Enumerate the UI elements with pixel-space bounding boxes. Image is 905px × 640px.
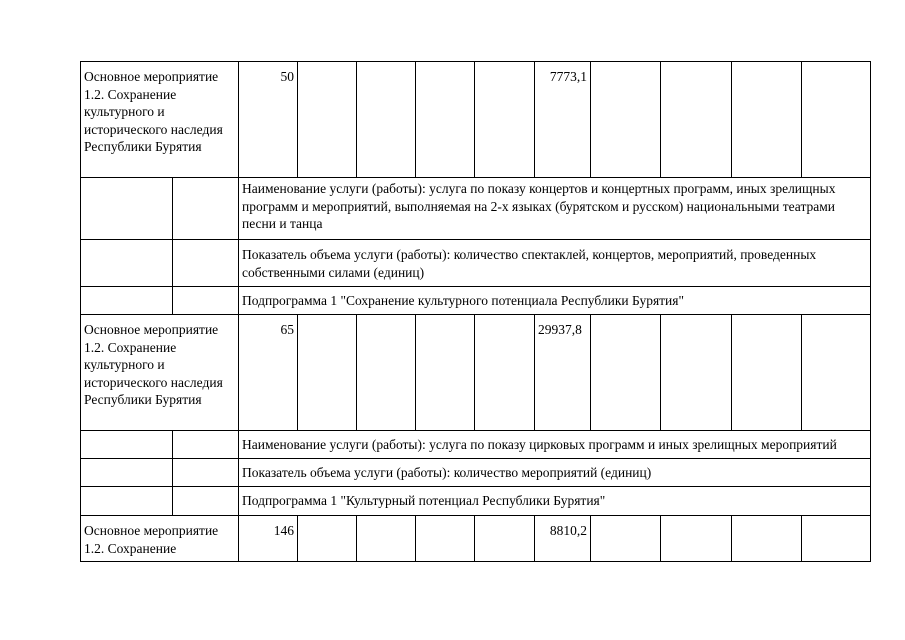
empty-cell bbox=[661, 62, 732, 178]
service-name: Наименование услуги (работы): услуга по показу концертов и концертных программ, иных зрелищных программ и мероприятий, выполняемая на 2-х языках (бурятском и русском) национальными театрами песни и танца bbox=[239, 178, 871, 240]
empty-cell bbox=[357, 62, 416, 178]
empty-cell bbox=[661, 315, 732, 431]
empty-cell bbox=[416, 315, 475, 431]
activity-row bbox=[81, 62, 871, 178]
empty-cell bbox=[661, 516, 732, 562]
amount-cell: 8810,2 bbox=[535, 516, 591, 562]
value-cell: 146 bbox=[239, 516, 298, 562]
empty-cell bbox=[732, 516, 802, 562]
service-row bbox=[81, 178, 871, 240]
empty-cell bbox=[357, 516, 416, 562]
activity-row bbox=[81, 315, 871, 431]
empty-cell bbox=[81, 287, 173, 315]
empty-cell bbox=[416, 62, 475, 178]
subprogram-title: Подпрограмма 1 "Культурный потенциал Республики Бурятия" bbox=[239, 487, 871, 516]
empty-cell bbox=[591, 62, 661, 178]
empty-cell bbox=[802, 315, 871, 431]
empty-cell bbox=[298, 516, 357, 562]
empty-cell bbox=[802, 62, 871, 178]
empty-cell bbox=[475, 516, 535, 562]
empty-cell bbox=[591, 516, 661, 562]
empty-cell bbox=[172, 287, 238, 315]
activity-name: Основное мероприятие 1.2. Сохранение культурного и исторического наследия Республики Бурятия bbox=[81, 315, 239, 431]
value-cell: 65 bbox=[239, 315, 298, 431]
indicator-row bbox=[81, 459, 871, 487]
empty-cell bbox=[81, 487, 173, 516]
amount-cell: 29937,8 bbox=[535, 315, 591, 431]
empty-cell bbox=[172, 178, 238, 240]
subprogram-title: Подпрограмма 1 "Сохранение культурного потенциала Республики Бурятия" bbox=[239, 287, 871, 315]
empty-cell bbox=[81, 178, 173, 240]
empty-cell bbox=[732, 62, 802, 178]
value-cell: 50 bbox=[239, 62, 298, 178]
activity-name: Основное мероприятие 1.2. Сохранение культурного и исторического наследия Республики Бурятия bbox=[81, 62, 239, 178]
empty-cell bbox=[357, 315, 416, 431]
budget-table bbox=[80, 61, 871, 562]
indicator-row bbox=[81, 240, 871, 287]
subprogram-row bbox=[81, 487, 871, 516]
empty-cell bbox=[591, 315, 661, 431]
volume-indicator: Показатель объема услуги (работы): количество спектаклей, концертов, мероприятий, проведенных собственными силами (единиц) bbox=[239, 240, 871, 287]
empty-cell bbox=[298, 315, 357, 431]
activity-name: Основное мероприятие 1.2. Сохранение bbox=[81, 516, 239, 562]
empty-cell bbox=[81, 431, 173, 459]
amount-cell: 7773,1 bbox=[535, 62, 591, 178]
service-name: Наименование услуги (работы): услуга по показу цирковых программ и иных зрелищных мероприятий bbox=[239, 431, 871, 459]
empty-cell bbox=[416, 516, 475, 562]
service-row bbox=[81, 431, 871, 459]
empty-cell bbox=[81, 459, 173, 487]
empty-cell bbox=[298, 62, 357, 178]
empty-cell bbox=[172, 431, 238, 459]
empty-cell bbox=[172, 487, 238, 516]
empty-cell bbox=[475, 62, 535, 178]
empty-cell bbox=[172, 240, 238, 287]
empty-cell bbox=[81, 240, 173, 287]
empty-cell bbox=[475, 315, 535, 431]
subprogram-row bbox=[81, 287, 871, 315]
empty-cell bbox=[172, 459, 238, 487]
volume-indicator: Показатель объема услуги (работы): количество мероприятий (единиц) bbox=[239, 459, 871, 487]
empty-cell bbox=[802, 516, 871, 562]
empty-cell bbox=[732, 315, 802, 431]
activity-row bbox=[81, 516, 871, 562]
